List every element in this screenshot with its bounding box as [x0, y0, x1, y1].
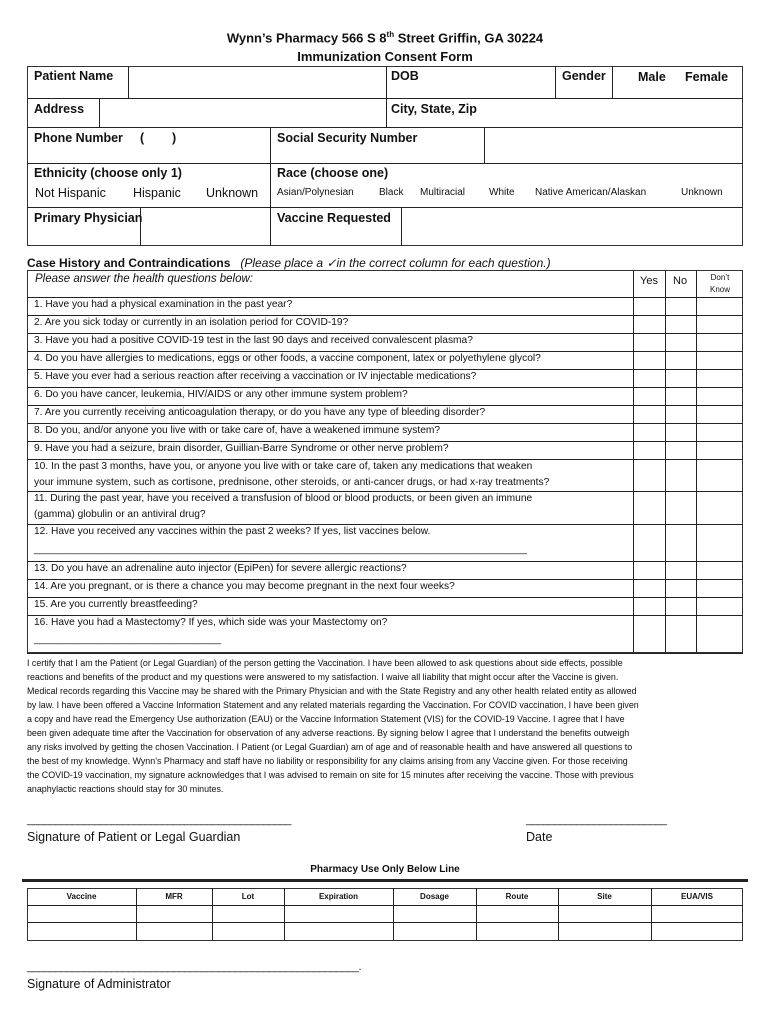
- answer-no-cell[interactable]: [666, 525, 696, 561]
- answer-dont-know-cell[interactable]: [697, 388, 743, 405]
- answer-yes-cell[interactable]: [634, 370, 665, 387]
- address-label: Address: [34, 102, 85, 116]
- race-option-white[interactable]: White: [489, 187, 515, 198]
- physician-label: Primary Physician: [34, 211, 143, 225]
- answer-dont-know-cell[interactable]: [697, 525, 743, 561]
- race-option-asian[interactable]: Asian/Polynesian: [277, 187, 354, 198]
- answer-yes-cell[interactable]: [634, 298, 665, 315]
- col-yes: Yes: [640, 275, 658, 287]
- date-label: Date: [526, 830, 553, 844]
- cert-line: by law. I have been offered a Vaccine Information Statement and any related materials regarding the Vaccination. For COVID vaccination, I have been given: [27, 700, 639, 710]
- answer-no-cell[interactable]: [666, 580, 696, 597]
- patient-signature-line[interactable]: _______________________________________________: [27, 814, 292, 826]
- pharmacy-col-eua-vis: EUA/VIS: [680, 892, 713, 901]
- answer-no-cell[interactable]: [666, 388, 696, 405]
- pharmacy-heading: Pharmacy Use Only Below Line: [310, 864, 460, 875]
- race-option-multiracial[interactable]: Multiracial: [420, 187, 466, 198]
- form-title: Wynn’s Pharmacy 566 S 8th Street Griffin, GA 30224: [226, 30, 544, 46]
- pharmacy-col-site: Site: [597, 892, 612, 901]
- question-text: 12. Have you received any vaccines within the past 2 weeks? If yes, list vaccines below.: [34, 526, 431, 537]
- gender-option-male[interactable]: Male: [638, 70, 666, 84]
- city-state-zip-field[interactable]: [480, 100, 740, 126]
- cert-line: been given adequate time after the Vaccination for observation of any adverse reactions. By signing below I agree that I understand the benefits outweigh: [27, 728, 630, 738]
- answer-yes-cell[interactable]: [634, 316, 665, 333]
- answer-yes-cell[interactable]: [634, 525, 665, 561]
- pharmacy-divider: [22, 879, 748, 882]
- dob-field[interactable]: [420, 68, 553, 96]
- race-label: Race (choose one): [277, 166, 389, 180]
- cert-line: I certify that I am the Patient (or Legal Guardian) of the person getting the Vaccination. I have been allowed to ask questions about side effects, possible: [27, 658, 623, 668]
- question-text: 5. Have you ever had a serious reaction after receiving a vaccination or IV injectable medications?: [34, 371, 477, 382]
- answer-no-cell[interactable]: [666, 406, 696, 423]
- ssn-field[interactable]: [486, 129, 741, 161]
- question-text: 16. Have you had a Mastectomy? If yes, which side was your Mastectomy on?: [34, 617, 388, 628]
- answer-dont-know-cell[interactable]: [697, 370, 743, 387]
- question-text: 13. Do you have an adrenaline auto injector (EpiPen) for severe allergic reactions?: [34, 563, 407, 574]
- form-subtitle: Immunization Consent Form: [297, 49, 473, 64]
- answer-dont-know-cell[interactable]: [697, 406, 743, 423]
- gender-option-female[interactable]: Female: [685, 70, 729, 84]
- ethnicity-option-hispanic[interactable]: Hispanic: [133, 186, 181, 200]
- answer-no-cell[interactable]: [666, 616, 696, 653]
- date-signature-line[interactable]: _________________________: [526, 814, 667, 826]
- cert-line: any risks involved by getting the chosen Vaccination. I Patient (or Legal Guardian) am of age and of reasonable health and have answered all questions to: [27, 742, 633, 752]
- question-text-cont[interactable]: _______________________________________________________________________________________: [34, 544, 527, 555]
- answer-yes-cell[interactable]: [634, 388, 665, 405]
- answer-yes-cell[interactable]: [634, 562, 665, 579]
- case-history-subheading: Please answer the health questions below:: [35, 273, 254, 285]
- question-text: 6. Do you have cancer, leukemia, HIV/AIDS or any other immune system problem?: [34, 389, 408, 400]
- answer-dont-know-cell[interactable]: [697, 316, 743, 333]
- physician-field[interactable]: [142, 209, 268, 244]
- ssn-label: Social Security Number: [277, 131, 418, 145]
- answer-dont-know-cell[interactable]: [697, 298, 743, 315]
- address-field[interactable]: [101, 100, 384, 126]
- question-text: 2. Are you sick today or currently in an isolation period for COVID-19?: [34, 317, 349, 328]
- question-text-cont: your immune system, such as cortisone, prednisone, other steroids, or anti-cancer drugs, or had x-ray treatments?: [34, 477, 550, 488]
- patient-name-field[interactable]: [130, 68, 384, 96]
- ethnicity-option-unknown[interactable]: Unknown: [206, 186, 259, 200]
- vaccine-requested-field[interactable]: [403, 209, 741, 244]
- admin-signature-label: Signature of Administrator: [27, 977, 171, 991]
- question-text: 8. Do you, and/or anyone you live with or take care of, have a weakened immune system?: [34, 425, 441, 436]
- answer-yes-cell[interactable]: [634, 460, 665, 491]
- answer-no-cell[interactable]: [666, 352, 696, 369]
- answer-yes-cell[interactable]: [634, 424, 665, 441]
- answer-no-cell[interactable]: [666, 334, 696, 351]
- answer-dont-know-cell[interactable]: [697, 460, 743, 491]
- answer-dont-know-cell[interactable]: [697, 424, 743, 441]
- question-text: 15. Are you currently breastfeeding?: [34, 599, 198, 610]
- pharmacy-col-vaccine: Vaccine: [66, 892, 97, 901]
- cert-line: reactions and benefits of the product and my questions were answered to my satisfaction. I waive all liability that might occur after the Vaccine is given.: [27, 672, 619, 682]
- answer-yes-cell[interactable]: [634, 580, 665, 597]
- answer-yes-cell[interactable]: [634, 616, 665, 653]
- pharmacy-col-dosage: Dosage: [420, 892, 449, 901]
- question-text: 7. Are you currently receiving anticoagulation therapy, or do you have any type of bleeding disorder?: [34, 407, 486, 418]
- cert-line: anaphylactic reactions should stay for 30 minutes.: [27, 784, 224, 794]
- question-text: 9. Have you had a seizure, brain disorder, Guillian-Barre Syndrome or other nerve problem?: [34, 443, 449, 454]
- answer-no-cell[interactable]: [666, 316, 696, 333]
- question-text: 4. Do you have allergies to medications, eggs or other foods, a vaccine component, latex or polyethylene glycol?: [34, 353, 541, 364]
- answer-dont-know-cell[interactable]: [697, 616, 743, 653]
- answer-no-cell[interactable]: [666, 424, 696, 441]
- patient-name-label: Patient Name: [34, 69, 114, 83]
- patient-signature-label: Signature of Patient or Legal Guardian: [27, 830, 241, 844]
- ethnicity-label: Ethnicity (choose only 1): [34, 166, 182, 180]
- cert-line: a copy and have read the Emergency Use authorization (EAU) or the Vaccine Information Statement (VIS) for the COVID-19 Vaccine. I agree that I have: [27, 714, 625, 724]
- answer-yes-cell[interactable]: [634, 406, 665, 423]
- phone-label: Phone Number: [34, 131, 123, 145]
- admin-signature-line[interactable]: ___________________________________________________________.: [27, 961, 361, 973]
- question-text: 3. Have you had a positive COVID-19 test in the last 90 days and received convalescent plasma?: [34, 335, 473, 346]
- question-text-cont[interactable]: _________________________________: [34, 634, 221, 645]
- question-text: 14. Are you pregnant, or is there a chance you may become pregnant in the next four weeks?: [34, 581, 455, 592]
- answer-yes-cell[interactable]: [634, 334, 665, 351]
- phone-field[interactable]: ( ): [140, 131, 177, 145]
- gender-label: Gender: [562, 69, 606, 83]
- answer-no-cell[interactable]: [666, 598, 696, 615]
- answer-dont-know-cell[interactable]: [697, 580, 743, 597]
- cert-line: Medical records regarding this Vaccine may be shared with the Primary Physician and with the State Registry and any other health related entity as allowed: [27, 686, 637, 696]
- answer-yes-cell[interactable]: [634, 352, 665, 369]
- col-no: No: [673, 275, 688, 287]
- race-option-native-american[interactable]: Native American/Alaskan: [535, 187, 647, 198]
- city-state-zip-label: City, State, Zip: [391, 102, 477, 116]
- dob-label: DOB: [391, 69, 419, 83]
- answer-no-cell[interactable]: [666, 492, 696, 524]
- cert-line: the best of my knowledge. Wynn’s Pharmacy and staff have no liability or responsibility for any claims arising from any Vaccine given. For those receiving: [27, 756, 628, 766]
- pharmacy-col-mfr: MFR: [165, 892, 183, 901]
- answer-no-cell[interactable]: [666, 562, 696, 579]
- pharmacy-col-lot: Lot: [241, 892, 255, 901]
- ethnicity-option-not-hispanic[interactable]: Not Hispanic: [35, 186, 106, 200]
- question-text-cont: (gamma) globulin or an antiviral drug?: [34, 509, 206, 520]
- answer-dont-know-cell[interactable]: [697, 352, 743, 369]
- question-text: 11. During the past year, have you received a transfusion of blood or blood products, or been given an immune: [34, 493, 533, 504]
- col-dont-know: Don’t Know: [709, 273, 730, 294]
- answer-dont-know-cell[interactable]: [697, 442, 743, 459]
- pharmacy-col-expiration: Expiration: [318, 892, 359, 901]
- answer-no-cell[interactable]: [666, 298, 696, 315]
- answer-dont-know-cell[interactable]: [697, 492, 743, 524]
- case-history-heading: Case History and Contraindications (Please place a ✓in the correct column for each question.): [27, 256, 551, 270]
- answer-yes-cell[interactable]: [634, 442, 665, 459]
- answer-no-cell[interactable]: [666, 370, 696, 387]
- answer-no-cell[interactable]: [666, 442, 696, 459]
- question-text: 1. Have you had a physical examination in the past year?: [34, 299, 293, 310]
- cert-line: the COVID-19 vaccination, my signature acknowledges that I was advised to remain on site for 15 minutes after receiving the vaccine. Those with previous: [27, 770, 634, 780]
- race-option-black[interactable]: Black: [379, 187, 404, 198]
- answer-dont-know-cell[interactable]: [697, 562, 743, 579]
- vaccine-requested-label: Vaccine Requested: [277, 211, 391, 225]
- answer-dont-know-cell[interactable]: [697, 598, 743, 615]
- answer-no-cell[interactable]: [666, 460, 696, 491]
- answer-yes-cell[interactable]: [634, 598, 665, 615]
- pharmacy-col-route: Route: [505, 892, 529, 901]
- question-text: 10. In the past 3 months, have you, or anyone you live with or take care of, taken any medications that weaken: [34, 461, 533, 472]
- answer-dont-know-cell[interactable]: [697, 334, 743, 351]
- race-option-unknown[interactable]: Unknown: [681, 187, 723, 198]
- answer-yes-cell[interactable]: [634, 492, 665, 524]
